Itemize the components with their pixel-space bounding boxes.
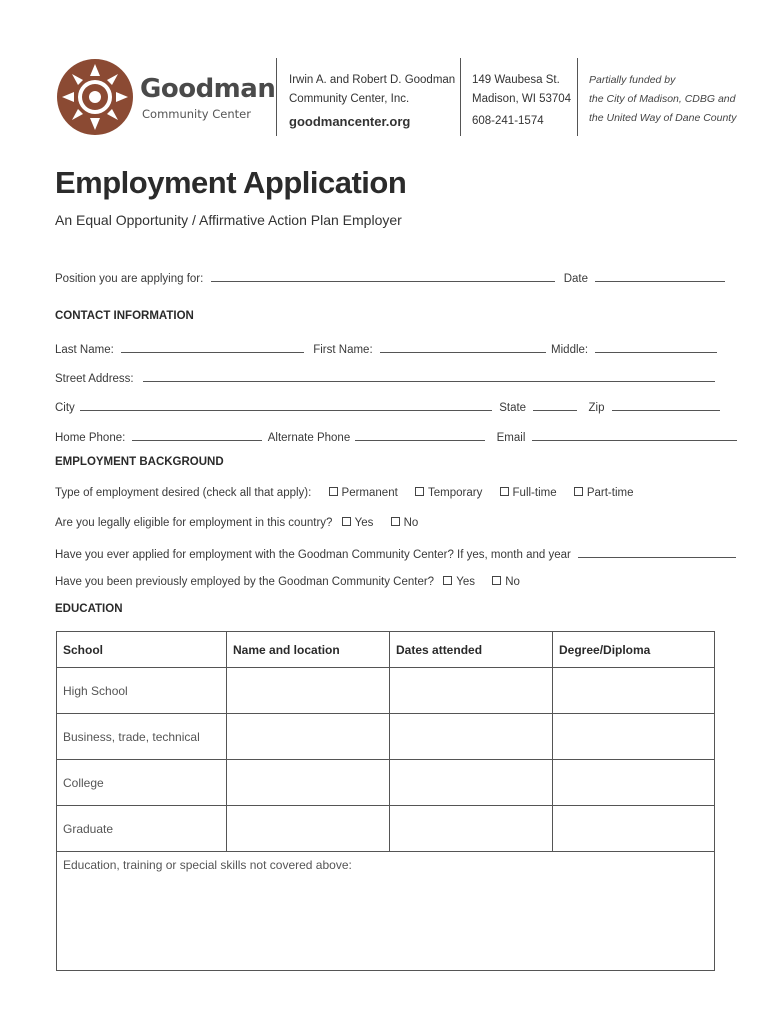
alt-phone-label: Alternate Phone: [267, 432, 351, 444]
high-school-dates-cell[interactable]: [390, 668, 553, 714]
college-degree-cell[interactable]: [553, 760, 715, 806]
table-row: [57, 806, 715, 852]
eligible-no-checkbox[interactable]: [391, 517, 400, 526]
state-label: State: [499, 402, 527, 414]
employment-type-label: Type of employment desired (check all that apply):: [55, 487, 312, 499]
header-divider-2: [460, 58, 461, 136]
alt-phone-field[interactable]: [355, 429, 485, 441]
graduate-name-cell[interactable]: [227, 806, 390, 852]
employment-heading: EMPLOYMENT BACKGROUND: [55, 456, 224, 468]
logo-word: Goodman: [140, 74, 276, 104]
row-label-high-school: High School: [57, 668, 227, 714]
eligible-row: [55, 517, 418, 529]
temporary-checkbox[interactable]: [415, 487, 424, 496]
previously-row: [55, 576, 520, 588]
street-label: Street Address:: [55, 373, 134, 385]
previously-label: Have you been previously employed by the Goodman Community Center?: [55, 576, 435, 588]
business-name-cell[interactable]: [227, 714, 390, 760]
state-field[interactable]: [533, 399, 577, 411]
eligible-yes-label: Yes: [354, 517, 374, 529]
column-header-dates: Dates attended: [390, 632, 553, 668]
org-info: [289, 71, 455, 131]
permanent-checkbox[interactable]: [329, 487, 338, 496]
graduate-degree-cell[interactable]: [553, 806, 715, 852]
position-row: [55, 270, 725, 285]
education-table: [56, 631, 715, 971]
street-row: [55, 370, 715, 385]
middle-name-field[interactable]: [595, 341, 717, 353]
middle-name-label: Middle:: [551, 344, 589, 356]
skills-notes-cell[interactable]: [57, 852, 715, 971]
date-field[interactable]: [595, 270, 725, 282]
gear-wheel-icon: [56, 58, 134, 136]
city-row: [55, 399, 720, 414]
row-label-business: Business, trade, technical: [57, 714, 227, 760]
row-label-college: College: [57, 760, 227, 806]
logo: [56, 58, 276, 138]
applied-label: Have you ever applied for employment with the Goodman Community Center? If yes, month and year: [55, 549, 571, 561]
eligible-yes-checkbox[interactable]: [342, 517, 351, 526]
business-dates-cell[interactable]: [390, 714, 553, 760]
name-row: [55, 341, 717, 356]
table-row: [57, 714, 715, 760]
email-label: Email: [496, 432, 526, 444]
zip-label: Zip: [588, 402, 605, 414]
funding-line-1: Partially funded by: [589, 74, 676, 86]
address-line-2: Madison, WI 53704: [472, 93, 572, 105]
previously-yes-label: Yes: [456, 576, 476, 588]
table-row: [57, 668, 715, 714]
funding-line-2: the City of Madison, CDBG and: [589, 93, 736, 105]
table-row: [57, 852, 715, 971]
phone-number: 608-241-1574: [472, 115, 544, 127]
temporary-label: Temporary: [428, 487, 483, 499]
column-header-school: School: [57, 632, 227, 668]
high-school-name-cell[interactable]: [227, 668, 390, 714]
high-school-degree-cell[interactable]: [553, 668, 715, 714]
email-field[interactable]: [532, 429, 737, 441]
table-header-row: [57, 632, 715, 668]
logo-subtitle: Community Center: [142, 107, 251, 121]
business-degree-cell[interactable]: [553, 714, 715, 760]
graduate-dates-cell[interactable]: [390, 806, 553, 852]
last-name-label: Last Name:: [55, 344, 114, 356]
home-phone-label: Home Phone:: [55, 432, 126, 444]
applied-row: [55, 546, 736, 561]
org-line-2: Community Center, Inc.: [289, 93, 410, 105]
city-field[interactable]: [80, 399, 492, 411]
previously-yes-checkbox[interactable]: [443, 576, 452, 585]
home-phone-field[interactable]: [132, 429, 262, 441]
applied-date-field[interactable]: [578, 546, 736, 558]
funding-note: [589, 71, 736, 128]
education-heading: EDUCATION: [55, 603, 123, 615]
first-name-field[interactable]: [380, 341, 546, 353]
city-label: City: [55, 402, 75, 414]
full-time-label: Full-time: [512, 487, 557, 499]
header-divider-3: [577, 58, 578, 136]
street-field[interactable]: [143, 370, 715, 382]
position-field[interactable]: [211, 270, 555, 282]
part-time-label: Part-time: [586, 487, 634, 499]
column-header-degree: Degree/Diploma: [553, 632, 715, 668]
table-row: [57, 760, 715, 806]
column-header-name-location: Name and location: [227, 632, 390, 668]
previously-no-label: No: [505, 576, 520, 588]
position-label: Position you are applying for:: [55, 273, 204, 285]
website-link[interactable]: goodmancenter.org: [289, 114, 411, 129]
previously-no-checkbox[interactable]: [492, 576, 501, 585]
address-block: [472, 71, 571, 131]
page-title: Employment Application: [55, 165, 407, 200]
date-label: Date: [563, 273, 589, 285]
page-subtitle: An Equal Opportunity / Affirmative Action Plan Employer: [55, 212, 402, 228]
skills-notes-label: Education, training or special skills not covered above:: [63, 858, 352, 872]
college-dates-cell[interactable]: [390, 760, 553, 806]
part-time-checkbox[interactable]: [574, 487, 583, 496]
permanent-label: Permanent: [341, 487, 398, 499]
row-label-graduate: Graduate: [57, 806, 227, 852]
full-time-checkbox[interactable]: [500, 487, 509, 496]
funding-line-3: the United Way of Dane County: [589, 112, 737, 124]
employment-type-row: [55, 487, 633, 499]
contact-heading: CONTACT INFORMATION: [55, 310, 194, 322]
address-line-1: 149 Waubesa St.: [472, 74, 560, 86]
first-name-label: First Name:: [313, 344, 373, 356]
eligible-label: Are you legally eligible for employment in this country?: [55, 517, 333, 529]
org-line-1: Irwin A. and Robert D. Goodman: [289, 74, 456, 86]
college-name-cell[interactable]: [227, 760, 390, 806]
eligible-no-label: No: [403, 517, 419, 529]
zip-field[interactable]: [612, 399, 720, 411]
header-divider-1: [276, 58, 277, 136]
last-name-field[interactable]: [121, 341, 304, 353]
phone-row: [55, 429, 737, 444]
